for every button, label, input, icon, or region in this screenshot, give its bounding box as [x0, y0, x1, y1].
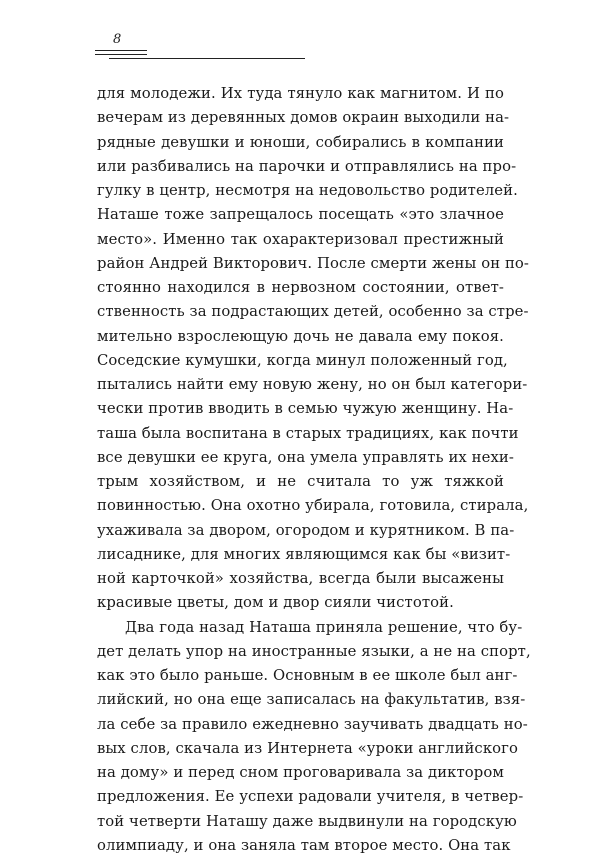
text-line: лийский, но она еще записалась на факультатив, взя-	[97, 688, 504, 712]
text-line: пытались найти ему новую жену, но он был категори-	[97, 373, 504, 397]
text-line: лисаднике, для многих являющимся как бы «визит-	[97, 543, 504, 567]
text-line: для молодежи. Их туда тянуло как магнитом. И по	[97, 82, 504, 106]
header-rule	[95, 54, 147, 55]
paragraph	[97, 82, 504, 616]
text-line: Соседские кумушки, когда минул положенный год,	[97, 349, 504, 373]
body-text	[97, 82, 504, 858]
paragraph	[97, 616, 504, 858]
text-line: Два года назад Наташа приняла решение, что бу-	[97, 616, 504, 640]
text-line: все девушки ее круга, она умела управлять их нехи-	[97, 446, 504, 470]
text-line: вых слов, скачала из Интернета «уроки английского	[97, 737, 504, 761]
page-header	[95, 30, 305, 70]
text-line: стоянно находился в нервозном состоянии, ответ-	[97, 276, 504, 300]
text-line: рядные девушки и юноши, собирались в компании	[97, 131, 504, 155]
text-line: красивые цветы, дом и двор сияли чистотой.	[97, 591, 504, 615]
text-line: на дому» и перед сном проговаривала за диктором	[97, 761, 504, 785]
text-line: трым хозяйством, и не считала то уж тяжкой	[97, 470, 504, 494]
text-line: ной карточкой» хозяйства, всегда были высажены	[97, 567, 504, 591]
text-line: место». Именно так охарактеризовал престижный	[97, 228, 504, 252]
text-line: предложения. Ее успехи радовали учителя, в четвер-	[97, 785, 504, 809]
text-line: чески против вводить в семью чужую женщину. На-	[97, 397, 504, 421]
text-line: мительно взрослеющую дочь не давала ему покоя.	[97, 325, 504, 349]
text-line: район Андрей Викторович. После смерти жены он по-	[97, 252, 504, 276]
text-line: ухаживала за двором, огородом и курятником. В па-	[97, 519, 504, 543]
text-line: олимпиаду, и она заняла там второе место. Она так	[97, 834, 504, 858]
text-line: той четверти Наташу даже выдвинули на городскую	[97, 810, 504, 834]
text-line: или разбивались на парочки и отправлялись на про-	[97, 155, 504, 179]
text-line: гулку в центр, несмотря на недовольство родителей.	[97, 179, 504, 203]
text-line: ственность за подрастающих детей, особенно за стре-	[97, 300, 504, 324]
page-number: 8	[113, 32, 121, 47]
text-line: как это было раньше. Основным в ее школе был анг-	[97, 664, 504, 688]
text-line: Наташе тоже запрещалось посещать «это злачное	[97, 203, 504, 227]
text-line: повинностью. Она охотно убирала, готовила, стирала,	[97, 494, 504, 518]
text-line: ла себе за правило ежедневно заучивать двадцать но-	[97, 713, 504, 737]
text-line: таша была воспитана в старых традициях, как почти	[97, 422, 504, 446]
header-rule	[109, 58, 305, 59]
text-line: дет делать упор на иностранные языки, а не на спорт,	[97, 640, 504, 664]
text-line: вечерам из деревянных домов окраин выходили на-	[97, 106, 504, 130]
header-rule	[95, 50, 147, 51]
